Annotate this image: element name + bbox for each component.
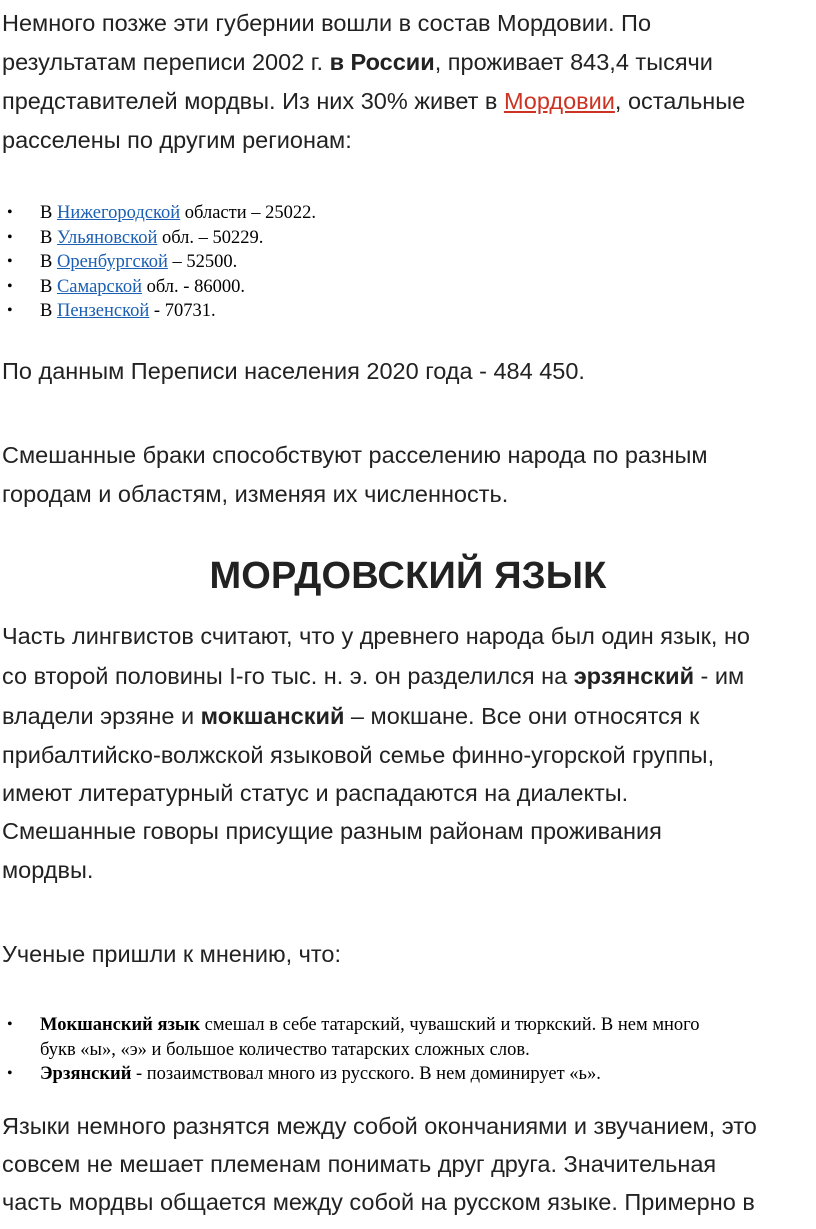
text: совсем не мешает племенам понимать друг друга. Значительная	[2, 1151, 717, 1177]
bullet: •	[7, 204, 13, 221]
text: часть мордвы общается между собой на русском языке. Примерно в	[2, 1189, 755, 1215]
paragraph-differences-line-2	[2, 1145, 814, 1184]
text: Ученые пришли к мнению, что:	[2, 941, 341, 967]
paragraph-differences-line-1	[2, 1107, 814, 1146]
region-link-samara[interactable]: Самарской	[56, 276, 142, 297]
bold-text-erzya-language: Эрзянский	[40, 1064, 132, 1084]
paragraph-mixed-marriages-line-2	[2, 475, 814, 514]
text: расселены по другим регионам:	[2, 127, 352, 153]
text: имеют литературный статус и распадаются на диалекты.	[2, 780, 629, 806]
region-link-nizhny[interactable]: Нижегородской	[56, 203, 181, 223]
text: Языки немного разнятся между собой окончаниями и звучанием, это	[2, 1113, 757, 1139]
text: со второй половины I-го тыс. н. э. он разделился на	[2, 663, 574, 689]
regions-list	[0, 201, 316, 324]
paragraph-language-line-4	[2, 736, 814, 775]
region-link-penza[interactable]: Пензенской	[56, 301, 150, 321]
text: Смешанные говоры присущие разным районам проживания	[2, 818, 662, 844]
text: мордвы.	[2, 857, 94, 883]
paragraph-language-line-6	[2, 812, 814, 851]
region-link-orenburg[interactable]: Оренбургской	[56, 252, 168, 272]
paragraph-intro-line-2	[2, 43, 814, 82]
paragraph-differences-line-3	[2, 1183, 814, 1222]
text: представителей мордвы. Из них 30% живет в	[2, 88, 504, 114]
list-item: • В Нижегородской области – 25022.	[0, 201, 316, 226]
text: - им	[694, 663, 745, 689]
text: Немного позже эти губернии вошли в состав Мордовии. По	[2, 10, 652, 36]
text: результатам переписи 2002 г.	[2, 49, 330, 75]
bold-text-russia: в России	[329, 49, 435, 75]
paragraph-intro-line-1	[2, 4, 814, 43]
paragraph-scientists	[2, 935, 814, 974]
paragraph-mixed-marriages-line-1	[2, 436, 814, 475]
section-heading: МОРДОВСКИЙ ЯЗЫК	[209, 555, 607, 597]
list-item: • В Самарской обл. - 86000.	[0, 275, 316, 300]
list-item: • В Ульяновской обл. – 50229.	[0, 226, 316, 251]
bullet: •	[7, 253, 13, 270]
paragraph-language-line-5	[2, 774, 814, 813]
bullet: •	[7, 302, 13, 319]
bold-text-erzya: эрзянский	[573, 663, 695, 689]
paragraph-census-2020	[2, 352, 814, 391]
bold-text-moksha-language: Мокшанский язык	[40, 1015, 201, 1035]
region-link-ulyanovsk[interactable]: Ульяновской	[56, 227, 158, 248]
text: Часть лингвистов считают, что у древнего народа был один язык, но	[2, 623, 751, 649]
list-item-continuation: букв «ы», «э» и большое количество татарских сложных слов.	[40, 1039, 530, 1060]
paragraph-intro-line-4	[2, 121, 814, 160]
text: прибалтийско-волжской языковой семье финно-угорской группы,	[2, 742, 715, 768]
languages-list	[0, 1013, 700, 1087]
text: Смешанные браки способствуют расселению народа по разным	[2, 442, 708, 468]
paragraph-language-line-7	[2, 851, 814, 890]
paragraph-language-line-1	[2, 617, 814, 656]
text: , остальные	[614, 88, 746, 114]
list-item: • Мокшанский язык смешал в себе татарский, чувашский и тюркский. В нем много	[0, 1013, 700, 1038]
bullet: •	[7, 1016, 13, 1033]
bullet: •	[7, 228, 13, 246]
list-item: • В Пензенской - 70731.	[0, 299, 316, 324]
text: – мокшане. Все они относятся к	[344, 703, 700, 729]
text: владели эрзяне и	[2, 703, 201, 729]
text: По данным Переписи населения 2020 года - 484 450.	[2, 358, 585, 384]
list-item: • Эрзянский - позаимствовал много из русского. В нем доминирует «ь».	[0, 1062, 700, 1087]
bullet: •	[7, 277, 13, 295]
text: , проживает 843,4 тысячи	[434, 49, 713, 75]
bold-text-moksha: мокшанский	[200, 703, 345, 729]
text: городам и областям, изменяя их численность.	[2, 481, 509, 507]
mordovia-link[interactable]: Мордовии	[503, 88, 615, 114]
paragraph-language-line-3	[2, 697, 814, 736]
paragraph-language-line-2	[2, 657, 814, 696]
paragraph-intro-line-3	[2, 82, 814, 121]
list-item: • В Оренбургской – 52500.	[0, 250, 316, 275]
bullet: •	[7, 1065, 13, 1082]
